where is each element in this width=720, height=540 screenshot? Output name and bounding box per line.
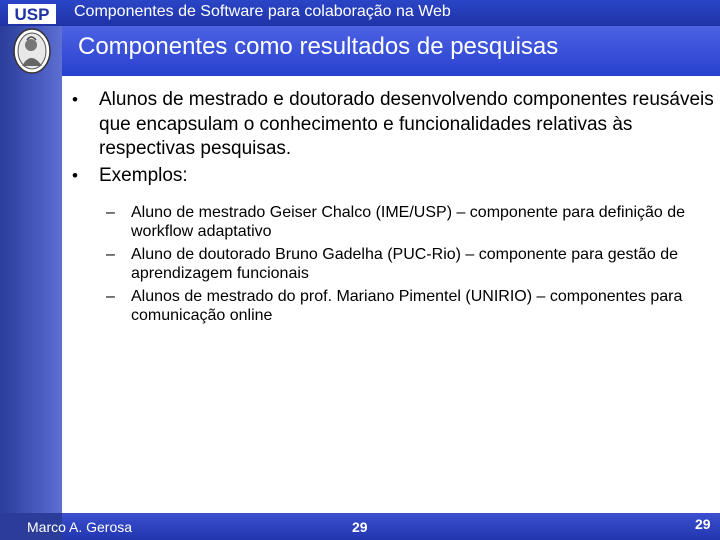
sub-bullet-list <box>106 203 718 329</box>
bullet-marker: • <box>72 90 78 109</box>
usp-logo <box>8 4 56 24</box>
bullet-item <box>72 88 717 162</box>
sub-bullet-item <box>106 203 718 241</box>
slide-title: Componentes como resultados de pesquisas <box>78 33 559 60</box>
bullet-list <box>72 88 717 190</box>
svg-text:USP: USP <box>14 5 50 24</box>
sub-bullet-text: Aluno de doutorado Bruno Gadelha (PUC-Rio) – componente para gestão de aprendizagem funcionais <box>131 246 679 282</box>
author-name: Marco A. Gerosa <box>27 519 133 535</box>
course-title: Componentes de Software para colaboração na Web <box>74 3 451 20</box>
sub-bullet-text: Alunos de mestrado do prof. Mariano Pimentel (UNIRIO) – componentes para comunicação online <box>131 288 683 324</box>
dash-marker: – <box>106 246 115 263</box>
bullet-marker: • <box>72 165 78 185</box>
dash-marker: – <box>106 204 115 221</box>
bullet-text: Alunos de mestrado e doutorado desenvolvendo componentes reusáveis que encapsulam o conhecimento e funcionalidades relativas às respectivas pesquisas. <box>99 89 714 159</box>
bullet-text: Exemplos: <box>99 164 188 186</box>
page-number-center: 29 <box>352 519 368 535</box>
footer-bar <box>62 513 720 540</box>
page-number-right: 29 <box>695 516 711 532</box>
dash-marker: – <box>106 288 115 305</box>
university-seal-icon <box>13 28 51 74</box>
sub-bullet-item <box>106 245 718 283</box>
sub-bullet-item <box>106 287 718 325</box>
bullet-item <box>72 164 717 189</box>
sub-bullet-text: Aluno de mestrado Geiser Chalco (IME/USP) – componente para definição de workflow adaptativo <box>131 204 686 240</box>
